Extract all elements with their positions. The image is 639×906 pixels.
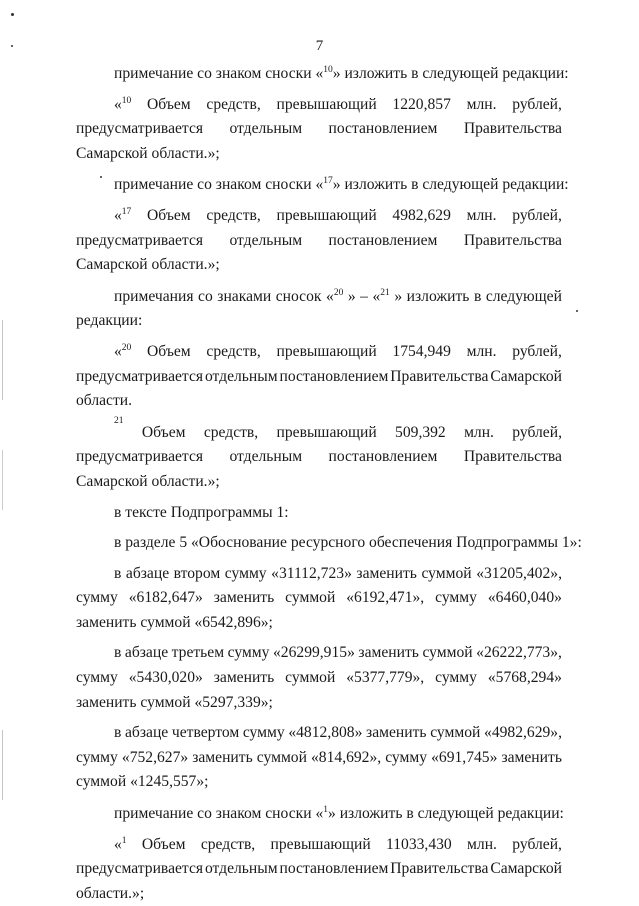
footnote-mark: 20 <box>121 342 132 353</box>
word: млн. <box>466 206 497 224</box>
word: постановлением <box>328 448 438 466</box>
word: «26299,915» <box>273 644 355 662</box>
word: «691,745» <box>431 748 498 766</box>
text-line <box>76 666 562 691</box>
paragraph <box>76 415 562 495</box>
text-run: примечание со знаком сноски « <box>114 65 324 82</box>
text-line <box>76 531 582 556</box>
text-run: примечание со знаком сноски « <box>114 176 324 194</box>
word: Правительства <box>463 120 562 138</box>
word: средств, <box>200 835 256 853</box>
word: – <box>360 287 368 305</box>
text-line <box>76 470 562 495</box>
word: сумму <box>242 724 285 742</box>
paragraph <box>76 501 562 526</box>
word: сносок <box>275 287 322 305</box>
word: Самарской <box>490 860 562 878</box>
word: в <box>114 644 122 662</box>
text-line <box>76 882 562 906</box>
text-line <box>76 802 562 827</box>
text-line <box>76 641 562 666</box>
word: суммой <box>430 724 481 742</box>
word: сумму <box>76 748 118 766</box>
text-line <box>76 285 562 310</box>
text-line <box>76 309 562 334</box>
text-line <box>76 721 562 746</box>
text-line <box>76 62 569 87</box>
word: постановлением <box>328 120 438 138</box>
paragraph <box>76 531 582 556</box>
word: примечания <box>114 287 194 305</box>
word: «6460,040» <box>487 589 562 607</box>
text-line <box>76 746 562 771</box>
scan-edge-mark <box>2 320 3 400</box>
document-body <box>76 62 582 906</box>
text-run: в тексте Подпрограммы 1: <box>114 503 289 521</box>
word: заменить <box>213 669 275 687</box>
word: сумму <box>435 669 477 687</box>
paragraph <box>76 562 562 636</box>
word: «31112,723» <box>271 564 352 582</box>
word: заменить <box>356 564 417 582</box>
word: предусматривается <box>76 120 204 138</box>
word: Правительства <box>390 860 489 878</box>
text-line <box>76 586 562 611</box>
footnote-mark: 10 <box>121 95 132 106</box>
word: «$^{20}$ <box>326 287 344 305</box>
text-run: области.»; <box>76 884 145 902</box>
text-run: суммой «1245,557»; <box>76 773 209 791</box>
word: суммой <box>256 748 307 766</box>
word: » <box>394 287 403 305</box>
footnote-mark: 17 <box>323 176 333 187</box>
scan-speck <box>11 13 14 16</box>
word: суммой <box>422 644 473 662</box>
text-run: Самарской области.»; <box>76 256 220 274</box>
footnote-mark: 20 <box>333 287 344 298</box>
scan-edge-mark <box>2 730 3 800</box>
word: предусматривается <box>76 448 204 466</box>
word: отдельным <box>229 448 303 466</box>
text-run: заменить суммой «6542,896»; <box>76 613 273 631</box>
word: «$^1$ <box>114 835 127 853</box>
text-line <box>76 562 562 587</box>
word: знаками <box>217 287 272 305</box>
word: » <box>347 287 356 305</box>
word: «26222,773», <box>476 644 562 662</box>
footnote-mark: 17 <box>121 206 132 217</box>
text-run: примечание со знаком сноски « <box>114 805 324 823</box>
text-line <box>76 833 562 858</box>
word: предусматривается <box>76 367 204 385</box>
word: млн. <box>466 95 497 113</box>
text-line <box>76 340 562 365</box>
word: 4982,629 <box>392 206 451 224</box>
paragraph <box>76 721 562 795</box>
word: рублей, <box>512 342 562 360</box>
word: сумму <box>76 589 118 607</box>
word: отдельным <box>229 120 303 138</box>
text-line <box>76 501 562 526</box>
text-run: » изложить в следующей редакции: <box>332 176 569 194</box>
scan-speck <box>100 176 102 178</box>
word: «5430,020» <box>128 669 203 687</box>
word: превышающий <box>270 835 371 853</box>
word: Объем <box>147 95 191 113</box>
word: суммой <box>285 589 336 607</box>
word: суммой <box>421 564 472 582</box>
footnote-mark: 1 <box>121 835 127 846</box>
paragraph <box>76 833 562 906</box>
word: абзаце <box>125 564 170 582</box>
page-number: 7 <box>315 38 324 54</box>
word: рублей, <box>512 835 562 853</box>
text-line <box>76 93 562 118</box>
word: Самарской <box>490 367 562 385</box>
word: Объем <box>147 206 191 224</box>
word: Правительства <box>463 231 562 249</box>
word: средств, <box>206 342 261 360</box>
paragraph <box>76 802 562 827</box>
paragraph <box>76 641 562 715</box>
text-line <box>76 445 562 470</box>
paragraph <box>76 62 569 87</box>
word: отдельным <box>229 231 303 249</box>
word: постановлением <box>328 231 438 249</box>
text-line <box>76 389 562 414</box>
text-run: заменить суммой «5297,339»; <box>76 693 273 711</box>
word: сумму <box>224 564 267 582</box>
word: «4982,629», <box>484 724 562 742</box>
word: «$^{21}$ <box>372 287 390 305</box>
word: «6182,647» <box>128 589 203 607</box>
scan-speck <box>576 310 578 312</box>
word: отдельным <box>204 367 278 385</box>
word: сумму <box>227 644 270 662</box>
word: средств, <box>206 95 261 113</box>
word: заменить <box>358 644 419 662</box>
text-run: в разделе 5 «Обоснование ресурсного обеспечения Подпрограммы 1»: <box>114 534 582 552</box>
word: Объем <box>141 423 186 441</box>
word: рублей, <box>512 423 562 441</box>
word: следующей <box>485 287 562 305</box>
footnote-mark: 1 <box>323 805 328 816</box>
paragraph <box>76 285 562 334</box>
word: «$^{10}$ <box>114 95 132 113</box>
scan-speck <box>11 45 13 47</box>
word: Объем <box>147 342 191 360</box>
word: постановлением <box>279 860 389 878</box>
word: отдельным <box>204 860 278 878</box>
word: третьем <box>171 644 225 662</box>
word: втором <box>173 564 221 582</box>
text-run: области. <box>76 392 133 410</box>
word: 509,392 <box>395 423 446 441</box>
word: Правительства <box>390 367 489 385</box>
word: «814,692», <box>311 748 382 766</box>
text-line <box>76 770 562 795</box>
word: рублей, <box>512 206 562 224</box>
text-line <box>76 415 562 446</box>
text-line <box>76 611 562 636</box>
word: «31205,402», <box>476 564 562 582</box>
word: со <box>198 287 213 305</box>
word: сумму <box>385 748 428 766</box>
text-line <box>76 229 562 254</box>
footnote-mark: 10 <box>323 65 333 75</box>
word: четвертом <box>171 724 240 742</box>
text-line <box>76 857 562 882</box>
word: сумму <box>435 589 477 607</box>
word: абзаце <box>125 724 169 742</box>
text-line <box>76 117 562 142</box>
word: предусматривается <box>76 860 204 878</box>
word: заменить <box>213 589 275 607</box>
word: млн. <box>467 835 497 853</box>
text-line <box>76 365 562 390</box>
paragraph <box>76 173 569 198</box>
word: «$^{17}$ <box>114 206 132 224</box>
word: Объем <box>141 835 186 853</box>
word: превышающий <box>276 342 377 360</box>
word: заменить <box>192 748 253 766</box>
word: «5377,779», <box>346 669 425 687</box>
text-line <box>76 691 562 716</box>
word: 1220,857 <box>392 95 451 113</box>
word: превышающий <box>276 95 377 113</box>
word: в <box>473 287 482 305</box>
text-run: Самарской области.»; <box>76 144 220 162</box>
word: рублей, <box>512 95 562 113</box>
word: средств, <box>206 206 261 224</box>
paragraph <box>76 93 562 167</box>
text-line <box>76 204 562 229</box>
text-run: редакции: <box>76 312 143 330</box>
text-line <box>76 253 562 278</box>
text-line <box>76 173 569 198</box>
word: «6192,471», <box>346 589 425 607</box>
word: суммой <box>285 669 336 687</box>
word: заменить <box>501 748 562 766</box>
word: превышающий <box>276 423 377 441</box>
word: средств, <box>203 423 259 441</box>
paragraph <box>76 340 562 414</box>
word: млн. <box>466 342 497 360</box>
word: заменить <box>366 724 427 742</box>
word: изложить <box>406 287 470 305</box>
text-line <box>76 142 562 167</box>
word: «5768,294» <box>487 669 562 687</box>
word: в <box>114 564 122 582</box>
word: превышающий <box>276 206 377 224</box>
word: предусматривается <box>76 231 204 249</box>
word: в <box>114 724 122 742</box>
word: постановлением <box>279 367 389 385</box>
word: «752,627» <box>121 748 189 766</box>
text-run: Самарской области.»; <box>76 472 220 490</box>
word: 1754,949 <box>392 342 451 360</box>
text-run: » изложить в следующей редакции: <box>328 805 564 823</box>
paragraph <box>76 204 562 278</box>
word: Правительства <box>463 448 562 466</box>
word: «$^{20}$ <box>114 342 132 360</box>
footnote-mark: 21 <box>114 415 124 426</box>
footnote-mark: 21 <box>380 287 390 298</box>
word: млн. <box>464 423 494 441</box>
word: «4812,808» <box>288 724 363 742</box>
text-run: » изложить в следующей редакции: <box>332 65 569 82</box>
scan-edge-mark <box>2 450 3 510</box>
word: абзаце <box>124 644 169 662</box>
word: сумму <box>76 669 118 687</box>
word: 11033,430 <box>386 835 452 853</box>
